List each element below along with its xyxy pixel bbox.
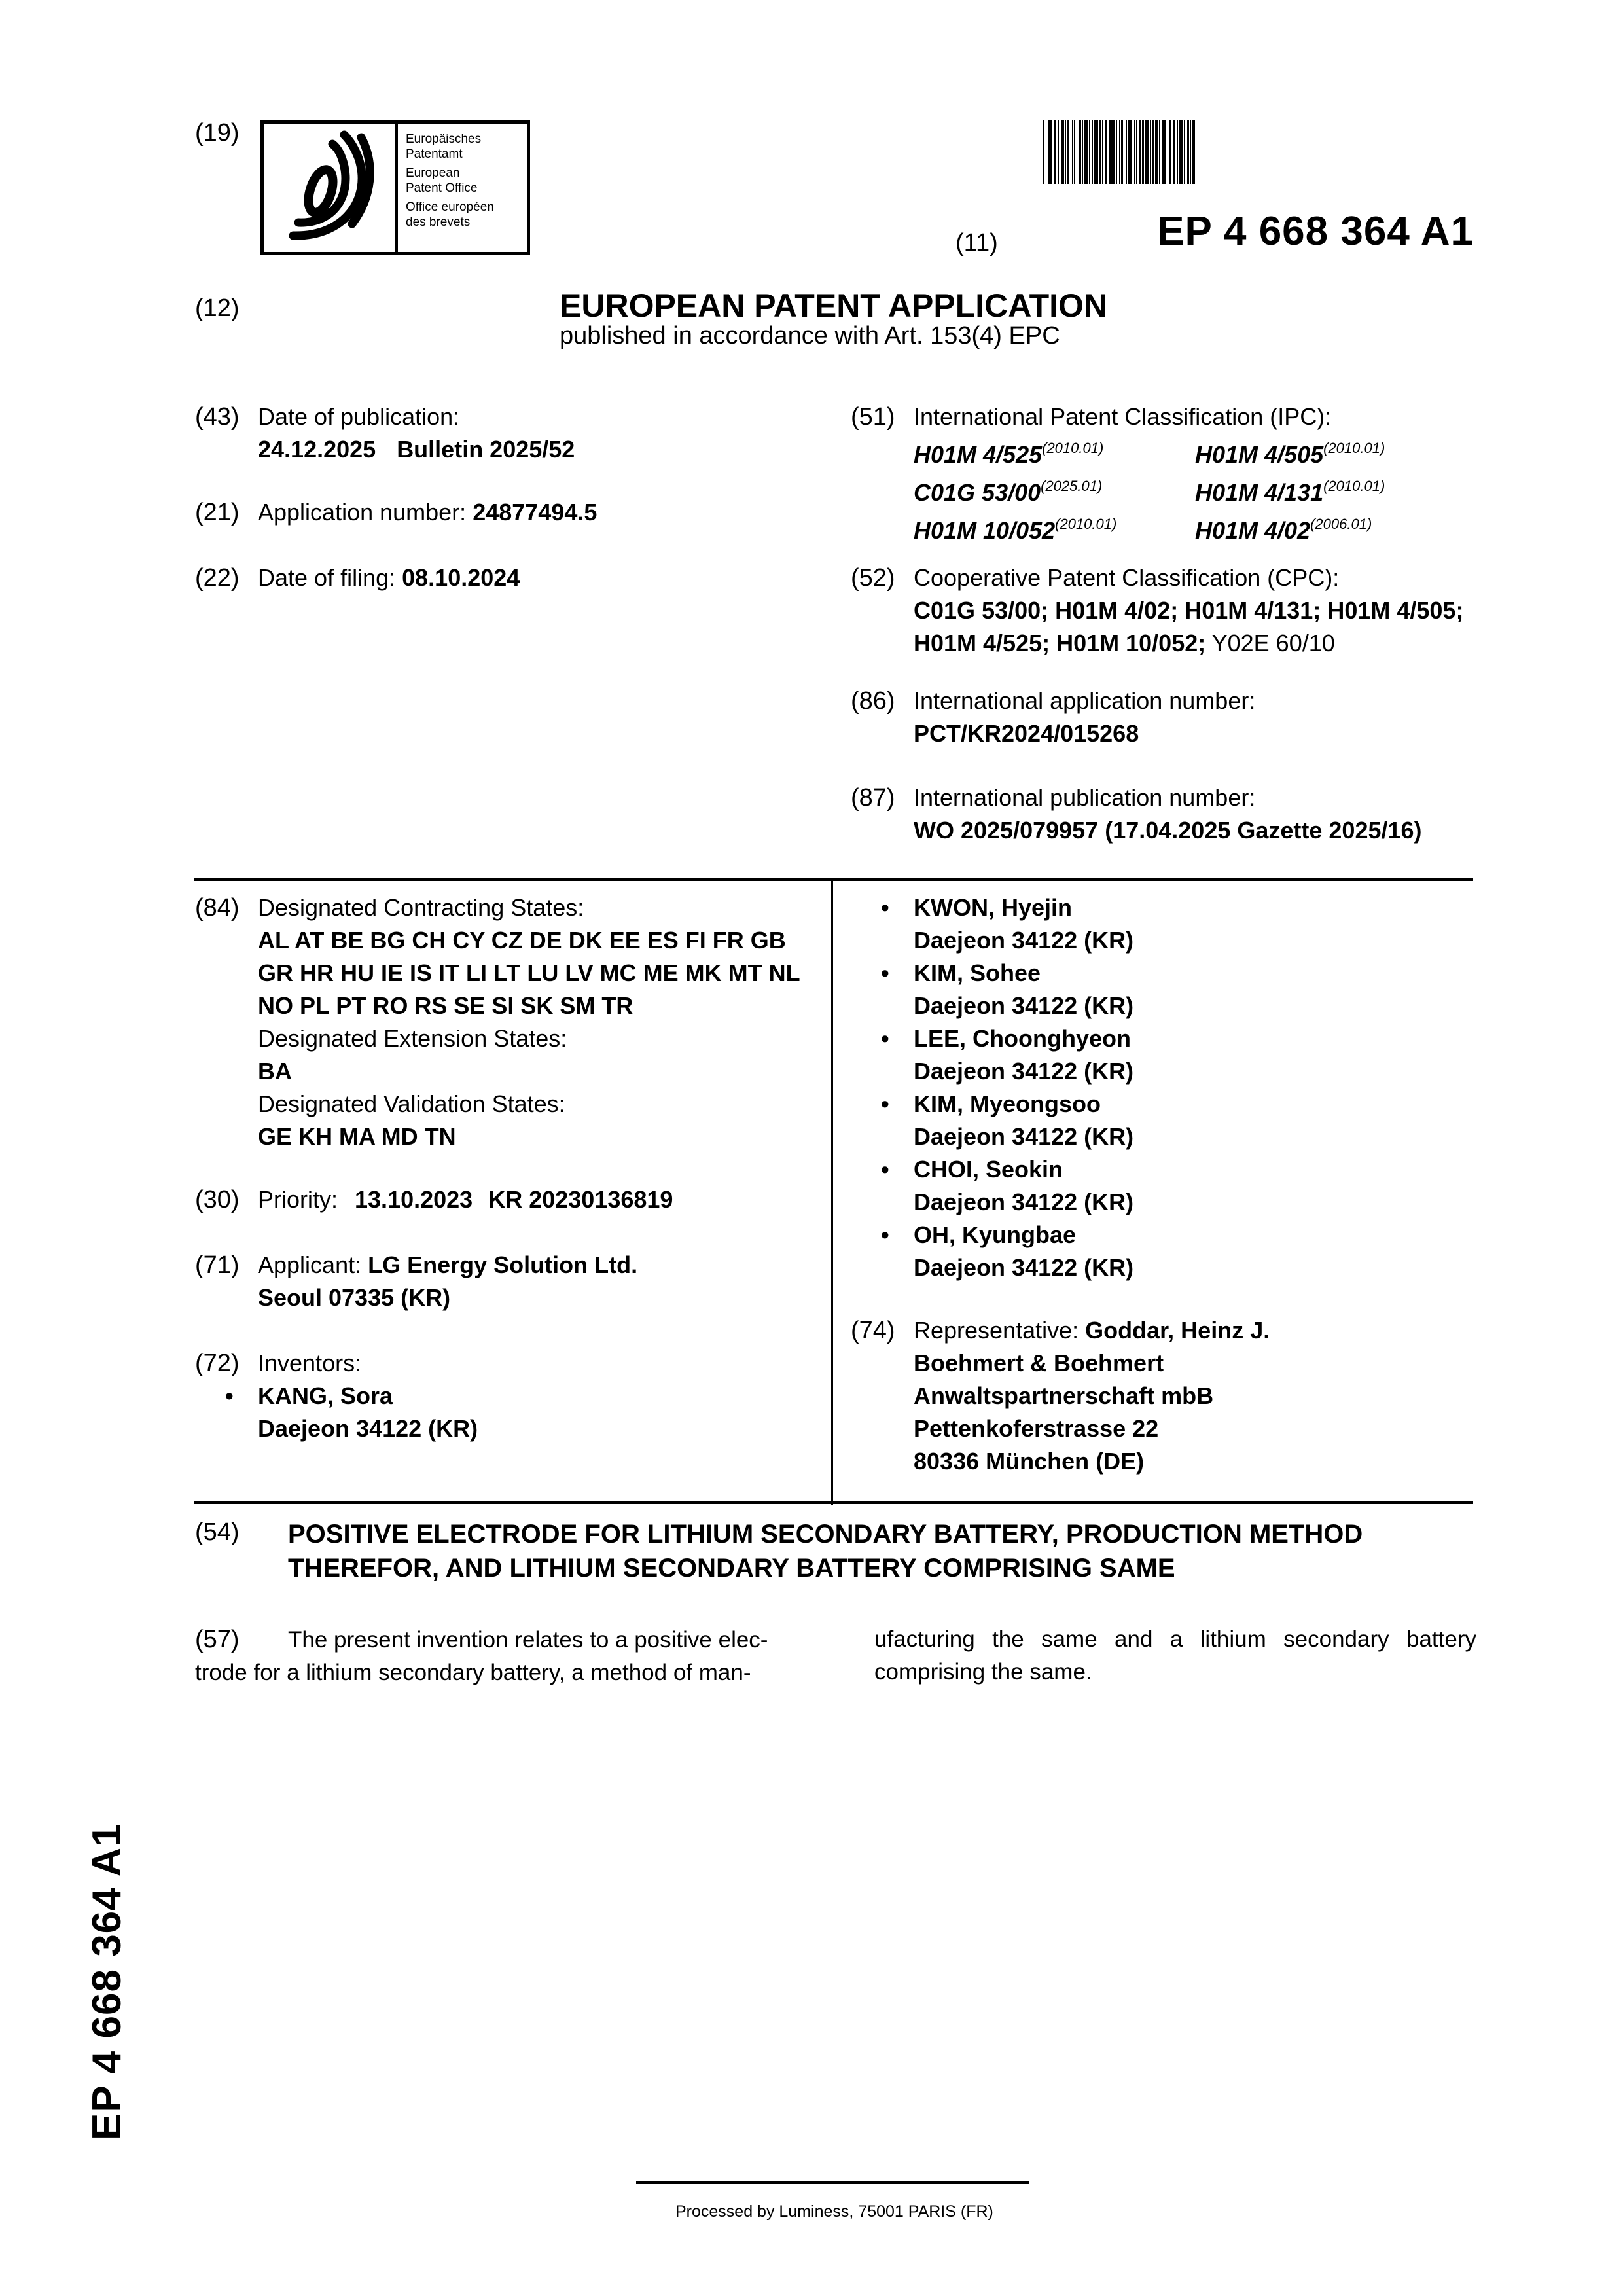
- pub-date: 24.12.2025: [258, 436, 376, 463]
- logo-text-fr-2: des brevets: [406, 215, 471, 229]
- extension-states-label: Designated Extension States:: [258, 1025, 567, 1052]
- ipc-code: H01M $4/525^{(2010.01)}$: [914, 440, 1104, 468]
- logo-text-de-2: Patentamt: [406, 147, 463, 161]
- abstract-text: comprising the same.: [874, 1659, 1092, 1685]
- bullet-icon: •: [881, 1090, 889, 1117]
- priority-label: Priority:: [258, 1186, 338, 1213]
- ipc-code: H01M $10/052^{(2010.01)}$: [914, 516, 1117, 544]
- cpc-codes-line1: C01G 53/00; H01M 4/02; H01M 4/131; H01M 4/505;: [914, 597, 1464, 624]
- representative-name: Goddar, Heinz J.: [1085, 1317, 1270, 1344]
- inventor-name: KIM, Sohee: [914, 960, 1041, 986]
- title-line-2: THEREFOR, AND LITHIUM SECONDARY BATTERY COMPRISING SAME: [288, 1554, 1175, 1583]
- intl-pub-number: WO 2025/079957 (17.04.2025 Gazette 2025/16): [914, 817, 1422, 844]
- priority-number: KR 20230136819: [488, 1186, 673, 1213]
- inventor-address: Daejeon 34122 (KR): [258, 1415, 478, 1442]
- contracting-states: NO PL PT RO RS SE SI SK SM TR: [258, 992, 633, 1019]
- extension-states: BA: [258, 1058, 292, 1085]
- filing-date: 08.10.2024: [402, 564, 520, 591]
- ipc-code: H01M $4/505^{(2010.01)}$: [1195, 440, 1385, 468]
- abstract-text: trode for a lithium secondary battery, a method of man-: [195, 1660, 751, 1685]
- contracting-states-label: Designated Contracting States:: [258, 894, 584, 921]
- divider-bottom: [194, 1501, 1473, 1504]
- bulletin: Bulletin 2025/52: [397, 436, 575, 463]
- field-51: [851, 401, 1476, 547]
- intl-pub-label: International publication number:: [914, 784, 1256, 811]
- inid-22: (22): [195, 564, 240, 592]
- inid-87: (87): [851, 784, 895, 812]
- epo-logo: [260, 120, 530, 255]
- document-subtype: published in accordance with Art. 153(4) EPC: [560, 322, 1060, 350]
- inventor-address: Daejeon 34122 (KR): [914, 1058, 1134, 1085]
- inventor-name: KWON, Hyejin: [914, 894, 1073, 921]
- field-71: [195, 1249, 637, 1314]
- ipc-code: C01G $53/00^{(2025.01)}$: [914, 478, 1103, 506]
- representative-address: 80336 München (DE): [914, 1448, 1145, 1475]
- applicant-address: Seoul 07335 (KR): [258, 1284, 451, 1311]
- inid-12: (12): [195, 295, 240, 322]
- bullet-icon: •: [881, 1156, 889, 1183]
- cpc-codes-line2-normal: Y02E 60/10: [1205, 630, 1335, 656]
- inventor-name: OH, Kyungbae: [914, 1221, 1077, 1248]
- inid-43: (43): [195, 403, 240, 431]
- applicant-label: Applicant:: [258, 1251, 362, 1278]
- inid-51: (51): [851, 403, 895, 431]
- inid-11: (11): [955, 229, 998, 257]
- contracting-states: GR HR HU IE IS IT LI LT LU LV MC ME MK MT NL: [258, 960, 800, 986]
- inid-72: (72): [195, 1350, 240, 1377]
- field-86: [851, 685, 1255, 750]
- cpc-codes-line2: H01M 4/525; H01M 10/052;: [914, 630, 1206, 656]
- field-21: [195, 496, 597, 529]
- field-84: [195, 891, 800, 1153]
- validation-states-label: Designated Validation States:: [258, 1090, 565, 1117]
- inid-86: (86): [851, 687, 895, 715]
- intl-app-number: PCT/KR2024/015268: [914, 720, 1139, 747]
- footer-processor: Processed by Luminess, 75001 PARIS (FR): [675, 2202, 993, 2221]
- bullet-icon: •: [881, 894, 889, 921]
- inventors-list: [881, 891, 1133, 1284]
- document-type: EUROPEAN PATENT APPLICATION: [560, 287, 1108, 324]
- barcode-icon: [1043, 120, 1340, 184]
- footer-divider: [636, 2181, 1029, 2184]
- representative-label: Representative:: [914, 1317, 1079, 1344]
- abstract-col-2: [874, 1623, 1476, 1689]
- inid-84: (84): [195, 894, 240, 922]
- inid-57: (57): [195, 1626, 240, 1653]
- field-72: [195, 1347, 478, 1445]
- column-divider: [831, 880, 833, 1505]
- ipc-code: H01M $4/02^{(2006.01)}$: [1195, 516, 1372, 544]
- inid-54: (54): [195, 1518, 240, 1546]
- inid-19: (19): [195, 119, 240, 147]
- field-52: [851, 562, 1463, 660]
- inventor-name: KANG, Sora: [258, 1382, 393, 1409]
- inid-21: (21): [195, 499, 240, 526]
- abstract-text: ufacturing the same and a lithium secondary battery: [874, 1626, 1476, 1652]
- inventor-name: KIM, Myeongsoo: [914, 1090, 1101, 1117]
- inventor-name: CHOI, Seokin: [914, 1156, 1063, 1183]
- cpc-label: Cooperative Patent Classification (CPC):: [914, 564, 1340, 591]
- inventor-address: Daejeon 34122 (KR): [914, 1254, 1134, 1281]
- inid-30: (30): [195, 1186, 240, 1213]
- bullet-icon: •: [881, 1221, 889, 1248]
- inid-74: (74): [851, 1317, 895, 1344]
- inventor-address: Daejeon 34122 (KR): [914, 992, 1134, 1019]
- field-30: [195, 1183, 673, 1216]
- app-number: 24877494.5: [473, 499, 597, 526]
- inventor-address: Daejeon 34122 (KR): [914, 1123, 1134, 1150]
- representative-address: Anwaltspartnerschaft mbB: [914, 1382, 1214, 1409]
- logo-text-en-1: European: [406, 166, 460, 180]
- logo-text-fr-1: Office européen: [406, 200, 494, 214]
- field-87: [851, 781, 1422, 847]
- inventor-name: LEE, Choonghyeon: [914, 1025, 1131, 1052]
- applicant-name: LG Energy Solution Ltd.: [368, 1251, 638, 1278]
- ipc-code: H01M $4/131^{(2010.01)}$: [1195, 478, 1385, 506]
- ipc-label: International Patent Classification (IPC):: [914, 403, 1332, 430]
- field-43: [195, 401, 575, 466]
- pub-date-label: Date of publication:: [258, 403, 460, 430]
- divider-top: [194, 878, 1473, 881]
- bullet-icon: •: [881, 960, 889, 986]
- inid-71: (71): [195, 1251, 240, 1279]
- filing-date-label: Date of filing:: [258, 564, 396, 591]
- representative-address: Pettenkoferstrasse 22: [914, 1415, 1159, 1442]
- side-publication-number: EP 4 668 364 A1: [84, 1823, 130, 2140]
- title-line-1: POSITIVE ELECTRODE FOR LITHIUM SECONDARY BATTERY, PRODUCTION METHOD: [288, 1520, 1363, 1549]
- field-74: [851, 1314, 1270, 1478]
- publication-number: EP 4 668 364 A1: [1157, 209, 1474, 254]
- app-number-label: Application number:: [258, 499, 467, 526]
- invention-title: [288, 1517, 1363, 1585]
- contracting-states: AL AT BE BG CH CY CZ DE DK EE ES FI FR GB: [258, 927, 786, 954]
- epo-logo-icon: [264, 124, 398, 252]
- validation-states: GE KH MA MD TN: [258, 1123, 456, 1150]
- field-22: [195, 562, 520, 594]
- inventor-address: Daejeon 34122 (KR): [914, 1189, 1134, 1215]
- inventor-address: Daejeon 34122 (KR): [914, 927, 1134, 954]
- inventors-label: Inventors:: [258, 1350, 362, 1376]
- logo-text-de-1: Europäisches: [406, 132, 482, 146]
- priority-date: 13.10.2023: [355, 1186, 473, 1213]
- bullet-icon: •: [225, 1382, 234, 1409]
- representative-address: Boehmert & Boehmert: [914, 1350, 1164, 1376]
- logo-text-en-2: Patent Office: [406, 181, 478, 195]
- abstract-col-1: [195, 1623, 797, 1689]
- inid-52: (52): [851, 564, 895, 592]
- bullet-icon: •: [881, 1025, 889, 1052]
- intl-app-label: International application number:: [914, 687, 1256, 714]
- abstract-text: The present invention relates to a positive elec-: [288, 1627, 768, 1653]
